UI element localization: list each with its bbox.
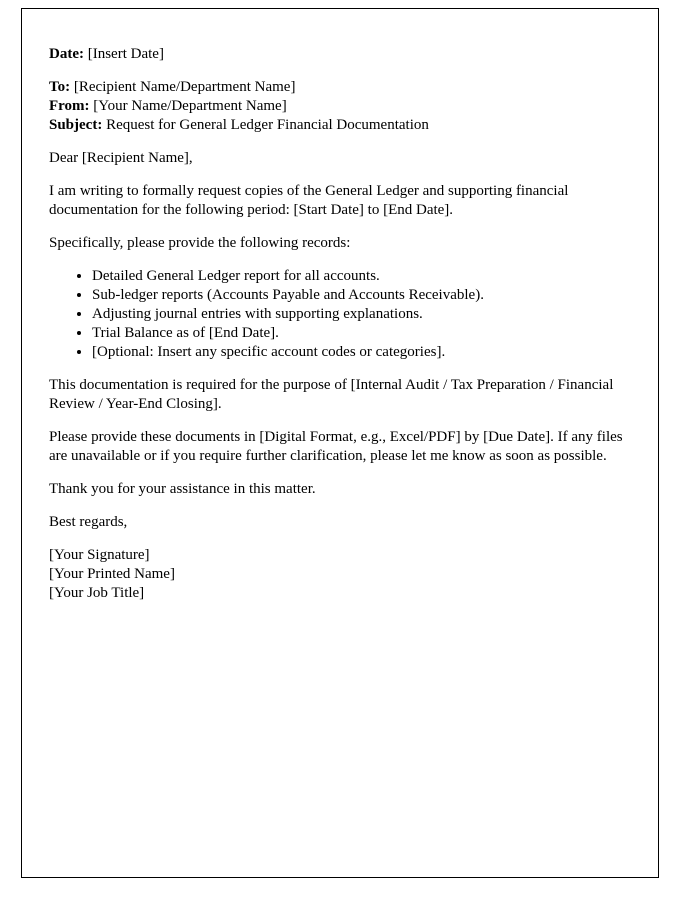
from-line bbox=[49, 97, 630, 116]
closing: Best regards, bbox=[49, 514, 128, 530]
subject-label: Subject: bbox=[49, 117, 103, 133]
list-item: • Sub-ledger reports (Accounts Payable and Accounts Receivable). bbox=[92, 286, 630, 305]
paragraph-format: Please provide these documents in [Digital Format, e.g., Excel/PDF] by [Due Date]. If any files are unavailable or if you require further clarification, please let me know as soon as possible. bbox=[49, 429, 623, 464]
list-item: • Detailed General Ledger report for all accounts. bbox=[92, 267, 630, 286]
paragraph-thanks: Thank you for your assistance in this matter. bbox=[49, 481, 316, 497]
to-label: To: bbox=[49, 79, 71, 95]
from-label: From: bbox=[49, 98, 90, 114]
letter-page bbox=[21, 8, 659, 878]
signature-line: [Your Job Title] bbox=[49, 585, 145, 601]
date-line bbox=[49, 45, 630, 64]
to-line bbox=[49, 78, 630, 97]
records-bullet-list bbox=[49, 267, 630, 362]
subject-line bbox=[49, 116, 630, 135]
signature-line: [Your Printed Name] bbox=[49, 566, 175, 582]
paragraph-records-intro: Specifically, please provide the following records: bbox=[49, 235, 351, 251]
list-item: • Trial Balance as of [End Date]. bbox=[92, 324, 630, 343]
signature-block bbox=[49, 546, 630, 603]
paragraph-purpose: This documentation is required for the purpose of [Internal Audit / Tax Preparation / Financial Review / Year-End Closing]. bbox=[49, 377, 614, 412]
date-label: Date: bbox=[49, 46, 84, 62]
paragraph-request: I am writing to formally request copies of the General Ledger and supporting financial documentation for the following period: [Start Date] to [End Date]. bbox=[49, 183, 569, 218]
list-item: • [Optional: Insert any specific account codes or categories]. bbox=[92, 343, 630, 362]
list-item: • Adjusting journal entries with supporting explanations. bbox=[92, 305, 630, 324]
subject-value: Request for General Ledger Financial Documentation bbox=[106, 117, 429, 133]
salutation: Dear [Recipient Name], bbox=[49, 150, 193, 166]
date-value: [Insert Date] bbox=[87, 46, 164, 62]
from-value: [Your Name/Department Name] bbox=[93, 98, 287, 114]
to-value: [Recipient Name/Department Name] bbox=[73, 79, 296, 95]
signature-line: [Your Signature] bbox=[49, 547, 150, 563]
recipient-header-block bbox=[49, 78, 630, 135]
